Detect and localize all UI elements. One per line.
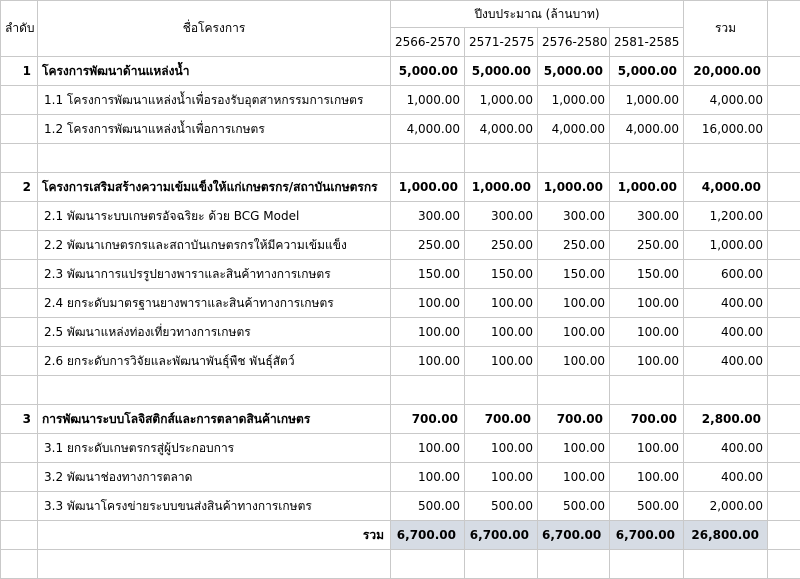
table-row: [1, 492, 800, 521]
item-name: 2.1 พัฒนาระบบเกษตรอัจฉริยะ ด้วย BCG Model: [38, 202, 391, 231]
group-total: 2,800.00: [684, 405, 768, 434]
empty-cell: [1, 144, 38, 173]
item-value: 100.00: [391, 463, 465, 492]
item-value: 4,000.00: [610, 115, 684, 144]
empty-cell: [38, 144, 391, 173]
grand-total-value: 6,700.00: [610, 521, 684, 550]
grand-total-value: 6,700.00: [538, 521, 610, 550]
empty-cell: [1, 115, 38, 144]
item-total: 400.00: [684, 289, 768, 318]
empty-cell: [465, 144, 538, 173]
group-total: 4,000.00: [684, 173, 768, 202]
item-value: 150.00: [610, 260, 684, 289]
group-index: 3: [1, 405, 38, 434]
item-value: 150.00: [538, 260, 610, 289]
empty-cell: [1, 260, 38, 289]
item-value: 100.00: [465, 347, 538, 376]
empty-cell: [538, 144, 610, 173]
group-row: [1, 57, 800, 86]
item-value: 300.00: [610, 202, 684, 231]
group-row: [1, 173, 800, 202]
group-value: 1,000.00: [610, 173, 684, 202]
item-total: 400.00: [684, 463, 768, 492]
empty-cell: [391, 144, 465, 173]
table-row: [1, 318, 800, 347]
group-name: โครงการพัฒนาด้านแหล่งน้ำ: [38, 57, 391, 86]
grand-total-value: 6,700.00: [391, 521, 465, 550]
empty-cell: [1, 289, 38, 318]
group-value: 700.00: [538, 405, 610, 434]
item-value: 250.00: [538, 231, 610, 260]
table-row: [1, 260, 800, 289]
empty-cell: [768, 289, 800, 318]
item-value: 100.00: [538, 347, 610, 376]
item-name: 2.6 ยกระดับการวิจัยและพัฒนาพันธุ์พืช พันธุ์สัตว์: [38, 347, 391, 376]
table-row: [1, 115, 800, 144]
empty-cell: [768, 318, 800, 347]
group-value: 1,000.00: [538, 173, 610, 202]
item-name: 1.2 โครงการพัฒนาแหล่งน้ำเพื่อการเกษตร: [38, 115, 391, 144]
item-value: 100.00: [465, 318, 538, 347]
item-name: 1.1 โครงการพัฒนาแหล่งน้ำเพื่อรองรับอุตสาหกรรมการเกษตร: [38, 86, 391, 115]
empty-cell: [610, 144, 684, 173]
table-row: [1, 86, 800, 115]
item-value: 1,000.00: [610, 86, 684, 115]
item-name: 2.4 ยกระดับมาตรฐานยางพาราและสินค้าทางการเกษตร: [38, 289, 391, 318]
empty-cell: [768, 434, 800, 463]
item-total: 4,000.00: [684, 86, 768, 115]
table-row: [1, 463, 800, 492]
item-value: 1,000.00: [538, 86, 610, 115]
empty-cell: [768, 463, 800, 492]
empty-cell: [610, 376, 684, 405]
item-total: 600.00: [684, 260, 768, 289]
item-value: 300.00: [465, 202, 538, 231]
item-total: 16,000.00: [684, 115, 768, 144]
grand-total-sum: 26,800.00: [684, 521, 768, 550]
item-value: 100.00: [538, 463, 610, 492]
item-name: 2.2 พัฒนาเกษตรกรและสถาบันเกษตรกรให้มีความเข้มแข็ง: [38, 231, 391, 260]
item-value: 150.00: [391, 260, 465, 289]
empty-cell: [768, 347, 800, 376]
grand-total-row: [1, 521, 800, 550]
item-value: 100.00: [391, 289, 465, 318]
period-header: 2571-2575: [465, 28, 538, 57]
empty-cell: [684, 376, 768, 405]
item-value: 100.00: [610, 289, 684, 318]
item-value: 100.00: [391, 434, 465, 463]
item-total: 1,200.00: [684, 202, 768, 231]
item-value: 1,000.00: [465, 86, 538, 115]
empty-cell: [1, 202, 38, 231]
group-value: 5,000.00: [391, 57, 465, 86]
item-total: 1,000.00: [684, 231, 768, 260]
item-value: 4,000.00: [391, 115, 465, 144]
group-name: การพัฒนาระบบโลจิสติกส์และการตลาดสินค้าเกษตร: [38, 405, 391, 434]
group-value: 5,000.00: [538, 57, 610, 86]
empty-cell: [684, 144, 768, 173]
empty-cell: [1, 463, 38, 492]
project-column-header: ชื่อโครงการ: [38, 1, 391, 57]
group-total: 20,000.00: [684, 57, 768, 86]
item-value: 100.00: [465, 289, 538, 318]
item-value: 100.00: [538, 318, 610, 347]
group-value: 5,000.00: [610, 57, 684, 86]
item-value: 150.00: [465, 260, 538, 289]
empty-cell: [1, 86, 38, 115]
empty-cell: [38, 376, 391, 405]
table-row: [1, 289, 800, 318]
item-name: 3.3 พัฒนาโครงข่ายระบบขนส่งสินค้าทางการเกษตร: [38, 492, 391, 521]
item-name: 2.3 พัฒนาการแปรรูปยางพาราและสินค้าทางการเกษตร: [38, 260, 391, 289]
table-row: [1, 347, 800, 376]
group-name: โครงการเสริมสร้างความเข้มแข็งให้แก่เกษตรกร/สถาบันเกษตรกร: [38, 173, 391, 202]
item-value: 100.00: [465, 463, 538, 492]
empty-cell: [1, 347, 38, 376]
empty-cell: [768, 231, 800, 260]
item-total: 400.00: [684, 318, 768, 347]
group-index: 2: [1, 173, 38, 202]
item-value: 100.00: [465, 434, 538, 463]
item-total: 400.00: [684, 434, 768, 463]
spacer-row: [1, 144, 800, 173]
item-value: 300.00: [391, 202, 465, 231]
order-column-header: ลำดับ: [1, 1, 38, 57]
group-value: 700.00: [391, 405, 465, 434]
grand-total-value: 6,700.00: [465, 521, 538, 550]
total-column-header: รวม: [684, 1, 768, 57]
empty-cell: [538, 376, 610, 405]
group-value: 700.00: [465, 405, 538, 434]
empty-cell: [768, 376, 800, 405]
empty-cell: [391, 376, 465, 405]
period-header: 2566-2570: [391, 28, 465, 57]
item-value: 250.00: [610, 231, 684, 260]
item-value: 500.00: [538, 492, 610, 521]
item-value: 100.00: [610, 347, 684, 376]
item-value: 100.00: [538, 434, 610, 463]
item-total: 400.00: [684, 347, 768, 376]
table-body: [1, 1, 800, 579]
item-value: 250.00: [465, 231, 538, 260]
item-value: 100.00: [610, 434, 684, 463]
empty-cell: [1, 376, 38, 405]
empty-cell: [768, 405, 800, 434]
spacer-row: [1, 376, 800, 405]
table-row: [1, 434, 800, 463]
item-value: 100.00: [391, 347, 465, 376]
item-value: 100.00: [610, 463, 684, 492]
item-name: 3.2 พัฒนาช่องทางการตลาด: [38, 463, 391, 492]
empty-cell: [768, 57, 800, 86]
item-value: 100.00: [391, 318, 465, 347]
empty-cell: [1, 521, 38, 550]
empty-cell: [465, 376, 538, 405]
group-index: 1: [1, 57, 38, 86]
item-value: 250.00: [391, 231, 465, 260]
item-value: 100.00: [610, 318, 684, 347]
group-value: 1,000.00: [465, 173, 538, 202]
item-name: 3.1 ยกระดับเกษตรกรสู่ผู้ประกอบการ: [38, 434, 391, 463]
grand-total-label: รวม: [38, 521, 391, 550]
empty-cell: [768, 492, 800, 521]
group-value: 1,000.00: [391, 173, 465, 202]
item-value: 500.00: [465, 492, 538, 521]
table-row: [1, 231, 800, 260]
empty-cell: [1, 492, 38, 521]
item-value: 500.00: [610, 492, 684, 521]
group-value: 700.00: [610, 405, 684, 434]
empty-cell: [768, 144, 800, 173]
period-header: 2576-2580: [538, 28, 610, 57]
empty-cell: [768, 115, 800, 144]
empty-cell: [1, 231, 38, 260]
item-value: 4,000.00: [538, 115, 610, 144]
item-name: 2.5 พัฒนาแหล่งท่องเที่ยวทางการเกษตร: [38, 318, 391, 347]
item-value: 100.00: [538, 289, 610, 318]
empty-cell: [768, 173, 800, 202]
empty-cell: [768, 1, 800, 57]
item-value: 500.00: [391, 492, 465, 521]
budget-year-header: ปีงบประมาณ (ล้านบาท): [391, 1, 684, 28]
item-total: 2,000.00: [684, 492, 768, 521]
empty-cell: [768, 260, 800, 289]
item-value: 4,000.00: [465, 115, 538, 144]
empty-cell: [768, 86, 800, 115]
empty-cell: [768, 521, 800, 550]
item-value: 300.00: [538, 202, 610, 231]
item-value: 1,000.00: [391, 86, 465, 115]
group-value: 5,000.00: [465, 57, 538, 86]
table-row: [1, 202, 800, 231]
empty-cell: [1, 434, 38, 463]
empty-cell: [1, 318, 38, 347]
group-row: [1, 405, 800, 434]
empty-cell: [768, 202, 800, 231]
period-header: 2581-2585: [610, 28, 684, 57]
